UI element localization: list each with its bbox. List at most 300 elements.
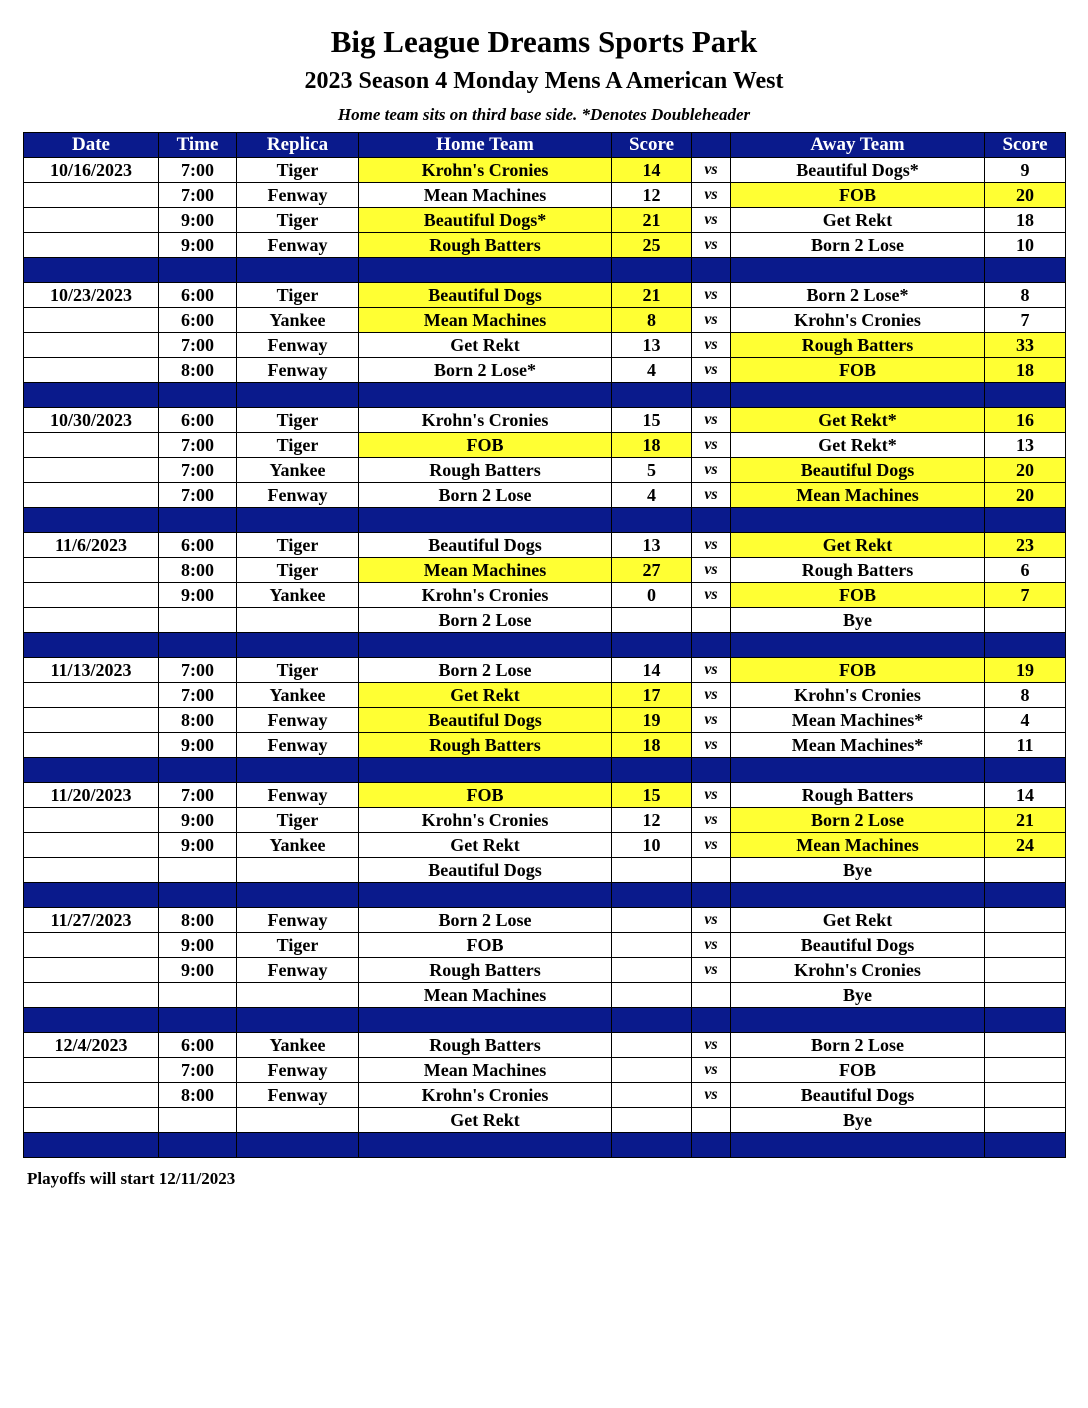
schedule-table (23, 132, 1066, 1158)
away-score-cell: 18 (985, 208, 1066, 233)
separator-cell (159, 258, 237, 283)
separator-cell (692, 758, 731, 783)
away-score-cell: 10 (985, 233, 1066, 258)
away-team-cell: Get Rekt* (731, 408, 985, 433)
home-score-cell: 4 (612, 483, 692, 508)
vs-cell (692, 983, 731, 1008)
table-row (24, 433, 1066, 458)
away-team-cell: Bye (731, 983, 985, 1008)
home-score-cell: 15 (612, 783, 692, 808)
replica-cell: Tiger (237, 658, 359, 683)
away-team-cell: Mean Machines* (731, 733, 985, 758)
away-score-cell (985, 1108, 1066, 1133)
replica-cell: Fenway (237, 183, 359, 208)
date-cell (24, 1083, 159, 1108)
separator-cell (985, 508, 1066, 533)
home-score-cell: 14 (612, 658, 692, 683)
separator-cell (237, 1133, 359, 1158)
home-team-cell: Beautiful Dogs (359, 708, 612, 733)
table-row (24, 808, 1066, 833)
time-cell: 7:00 (159, 483, 237, 508)
away-team-cell: Bye (731, 1108, 985, 1133)
separator-cell (692, 883, 731, 908)
replica-cell (237, 1108, 359, 1133)
week-separator-row (24, 633, 1066, 658)
vs-cell: vs (692, 233, 731, 258)
away-team-cell: Born 2 Lose* (731, 283, 985, 308)
home-team-cell: Born 2 Lose* (359, 358, 612, 383)
separator-cell (612, 383, 692, 408)
home-score-cell (612, 1083, 692, 1108)
vs-cell (692, 1108, 731, 1133)
date-cell (24, 1058, 159, 1083)
separator-cell (985, 758, 1066, 783)
time-cell: 6:00 (159, 308, 237, 333)
time-cell (159, 1108, 237, 1133)
week-separator-row (24, 1008, 1066, 1033)
away-team-cell: Krohn's Cronies (731, 308, 985, 333)
home-score-cell: 12 (612, 183, 692, 208)
home-team-cell: Mean Machines (359, 1058, 612, 1083)
replica-cell: Fenway (237, 233, 359, 258)
away-team-cell: FOB (731, 183, 985, 208)
away-team-cell: Mean Machines (731, 483, 985, 508)
away-score-cell (985, 983, 1066, 1008)
date-cell (24, 458, 159, 483)
date-cell (24, 483, 159, 508)
separator-cell (985, 383, 1066, 408)
date-cell (24, 358, 159, 383)
separator-cell (159, 1133, 237, 1158)
vs-cell: vs (692, 658, 731, 683)
away-score-cell: 8 (985, 283, 1066, 308)
home-score-cell (612, 983, 692, 1008)
away-score-cell: 23 (985, 533, 1066, 558)
separator-cell (159, 383, 237, 408)
replica-cell: Fenway (237, 1083, 359, 1108)
replica-cell (237, 858, 359, 883)
date-cell (24, 808, 159, 833)
date-cell (24, 208, 159, 233)
separator-cell (612, 258, 692, 283)
replica-cell: Fenway (237, 733, 359, 758)
table-row (24, 458, 1066, 483)
away-score-cell (985, 908, 1066, 933)
table-row (24, 283, 1066, 308)
vs-cell: vs (692, 933, 731, 958)
replica-cell: Fenway (237, 908, 359, 933)
separator-cell (612, 633, 692, 658)
separator-cell (359, 383, 612, 408)
home-team-cell: Krohn's Cronies (359, 808, 612, 833)
separator-cell (237, 1008, 359, 1033)
away-score-cell (985, 1058, 1066, 1083)
replica-cell: Fenway (237, 958, 359, 983)
date-cell (24, 708, 159, 733)
vs-cell: vs (692, 558, 731, 583)
table-row (24, 658, 1066, 683)
separator-cell (237, 758, 359, 783)
date-cell (24, 983, 159, 1008)
replica-cell: Fenway (237, 483, 359, 508)
replica-cell: Fenway (237, 358, 359, 383)
home-team-cell: Mean Machines (359, 983, 612, 1008)
separator-cell (359, 758, 612, 783)
separator-cell (731, 1133, 985, 1158)
table-row (24, 1033, 1066, 1058)
home-score-cell: 13 (612, 333, 692, 358)
separator-cell (612, 883, 692, 908)
separator-cell (237, 633, 359, 658)
header-replica: Replica (237, 133, 359, 158)
home-score-cell (612, 1108, 692, 1133)
home-team-cell: Beautiful Dogs* (359, 208, 612, 233)
replica-cell: Fenway (237, 1058, 359, 1083)
header-time: Time (159, 133, 237, 158)
away-team-cell: Born 2 Lose (731, 808, 985, 833)
time-cell: 9:00 (159, 583, 237, 608)
home-team-cell: Rough Batters (359, 233, 612, 258)
table-row (24, 1083, 1066, 1108)
home-score-cell: 18 (612, 733, 692, 758)
table-row (24, 358, 1066, 383)
home-team-cell: Krohn's Cronies (359, 1083, 612, 1108)
home-score-cell: 5 (612, 458, 692, 483)
date-cell (24, 958, 159, 983)
replica-cell: Yankee (237, 583, 359, 608)
away-team-cell: FOB (731, 1058, 985, 1083)
home-score-cell: 4 (612, 358, 692, 383)
table-row (24, 483, 1066, 508)
vs-cell: vs (692, 483, 731, 508)
separator-cell (24, 883, 159, 908)
away-team-cell: Bye (731, 608, 985, 633)
separator-cell (24, 1133, 159, 1158)
separator-cell (612, 1133, 692, 1158)
home-team-cell: Krohn's Cronies (359, 408, 612, 433)
separator-cell (692, 508, 731, 533)
table-row (24, 1058, 1066, 1083)
date-cell (24, 608, 159, 633)
replica-cell: Tiger (237, 208, 359, 233)
home-score-cell (612, 1058, 692, 1083)
home-team-cell: Born 2 Lose (359, 908, 612, 933)
home-team-cell: FOB (359, 433, 612, 458)
table-row (24, 708, 1066, 733)
time-cell: 8:00 (159, 908, 237, 933)
separator-cell (731, 633, 985, 658)
separator-cell (24, 1008, 159, 1033)
week-separator-row (24, 383, 1066, 408)
replica-cell: Tiger (237, 283, 359, 308)
date-cell: 10/23/2023 (24, 283, 159, 308)
date-cell (24, 233, 159, 258)
vs-cell (692, 858, 731, 883)
separator-cell (359, 883, 612, 908)
home-team-cell: Rough Batters (359, 458, 612, 483)
home-team-cell: Krohn's Cronies (359, 158, 612, 183)
separator-cell (731, 508, 985, 533)
away-score-cell: 13 (985, 433, 1066, 458)
away-team-cell: Krohn's Cronies (731, 683, 985, 708)
separator-cell (359, 508, 612, 533)
week-separator-row (24, 1133, 1066, 1158)
replica-cell: Yankee (237, 833, 359, 858)
replica-cell (237, 983, 359, 1008)
replica-cell: Tiger (237, 533, 359, 558)
replica-cell: Tiger (237, 158, 359, 183)
away-team-cell: Bye (731, 858, 985, 883)
separator-cell (731, 1008, 985, 1033)
home-team-cell: Born 2 Lose (359, 608, 612, 633)
separator-cell (159, 1008, 237, 1033)
date-cell (24, 1108, 159, 1133)
vs-cell: vs (692, 283, 731, 308)
table-row (24, 533, 1066, 558)
home-team-cell: Beautiful Dogs (359, 858, 612, 883)
away-score-cell: 20 (985, 458, 1066, 483)
away-score-cell: 9 (985, 158, 1066, 183)
separator-cell (612, 758, 692, 783)
time-cell: 7:00 (159, 683, 237, 708)
replica-cell: Yankee (237, 1033, 359, 1058)
time-cell (159, 608, 237, 633)
vs-cell: vs (692, 833, 731, 858)
date-cell (24, 558, 159, 583)
home-score-cell: 10 (612, 833, 692, 858)
separator-cell (24, 258, 159, 283)
away-score-cell: 20 (985, 483, 1066, 508)
header-away-score: Score (985, 133, 1066, 158)
separator-cell (985, 633, 1066, 658)
week-separator-row (24, 758, 1066, 783)
away-team-cell: Get Rekt (731, 533, 985, 558)
separator-cell (359, 633, 612, 658)
away-team-cell: Beautiful Dogs* (731, 158, 985, 183)
table-row (24, 1108, 1066, 1133)
date-cell (24, 858, 159, 883)
home-team-cell: Get Rekt (359, 333, 612, 358)
table-row (24, 908, 1066, 933)
time-cell: 6:00 (159, 1033, 237, 1058)
replica-cell: Fenway (237, 708, 359, 733)
away-team-cell: Beautiful Dogs (731, 1083, 985, 1108)
table-row (24, 158, 1066, 183)
page-subtitle: 2023 Season 4 Monday Mens A American West (304, 68, 784, 94)
home-team-cell: Rough Batters (359, 1033, 612, 1058)
separator-cell (24, 758, 159, 783)
separator-cell (159, 883, 237, 908)
table-row (24, 983, 1066, 1008)
away-score-cell: 6 (985, 558, 1066, 583)
date-cell (24, 308, 159, 333)
time-cell: 8:00 (159, 358, 237, 383)
time-cell: 8:00 (159, 558, 237, 583)
home-score-cell (612, 908, 692, 933)
page-title: Big League Dreams Sports Park (330, 24, 758, 59)
time-cell: 7:00 (159, 158, 237, 183)
home-team-cell: FOB (359, 783, 612, 808)
time-cell: 7:00 (159, 433, 237, 458)
away-team-cell: Born 2 Lose (731, 233, 985, 258)
table-row (24, 308, 1066, 333)
home-score-cell: 21 (612, 208, 692, 233)
away-score-cell: 4 (985, 708, 1066, 733)
table-row (24, 933, 1066, 958)
replica-cell: Fenway (237, 783, 359, 808)
home-score-cell (612, 858, 692, 883)
home-score-cell: 13 (612, 533, 692, 558)
vs-cell: vs (692, 958, 731, 983)
home-team-cell: Beautiful Dogs (359, 283, 612, 308)
table-row (24, 958, 1066, 983)
away-score-cell: 11 (985, 733, 1066, 758)
time-cell: 7:00 (159, 458, 237, 483)
home-score-cell: 17 (612, 683, 692, 708)
time-cell: 7:00 (159, 658, 237, 683)
away-team-cell: Mean Machines* (731, 708, 985, 733)
away-team-cell: Beautiful Dogs (731, 933, 985, 958)
vs-cell: vs (692, 683, 731, 708)
date-cell (24, 933, 159, 958)
separator-cell (985, 1133, 1066, 1158)
date-cell: 12/4/2023 (24, 1033, 159, 1058)
date-cell (24, 183, 159, 208)
home-team-cell: FOB (359, 933, 612, 958)
home-score-cell: 12 (612, 808, 692, 833)
vs-cell: vs (692, 208, 731, 233)
vs-cell: vs (692, 408, 731, 433)
home-score-cell: 15 (612, 408, 692, 433)
time-cell: 7:00 (159, 1058, 237, 1083)
header-vs (692, 133, 731, 158)
time-cell: 9:00 (159, 833, 237, 858)
separator-cell (985, 258, 1066, 283)
away-team-cell: FOB (731, 658, 985, 683)
away-score-cell: 7 (985, 308, 1066, 333)
time-cell: 7:00 (159, 333, 237, 358)
table-row (24, 783, 1066, 808)
separator-cell (692, 1133, 731, 1158)
away-score-cell: 7 (985, 583, 1066, 608)
vs-cell: vs (692, 908, 731, 933)
home-score-cell: 27 (612, 558, 692, 583)
away-team-cell: FOB (731, 583, 985, 608)
vs-cell (692, 608, 731, 633)
date-cell: 11/13/2023 (24, 658, 159, 683)
schedule-note: Home team sits on third base side. *Denotes Doubleheader (337, 105, 751, 124)
home-score-cell: 21 (612, 283, 692, 308)
table-row (24, 558, 1066, 583)
away-team-cell: Get Rekt* (731, 433, 985, 458)
separator-cell (692, 258, 731, 283)
table-row (24, 208, 1066, 233)
home-team-cell: Rough Batters (359, 733, 612, 758)
vs-cell: vs (692, 808, 731, 833)
away-score-cell (985, 958, 1066, 983)
separator-cell (612, 508, 692, 533)
separator-cell (612, 1008, 692, 1033)
separator-cell (359, 1008, 612, 1033)
separator-cell (692, 633, 731, 658)
separator-cell (985, 1008, 1066, 1033)
vs-cell: vs (692, 533, 731, 558)
time-cell: 6:00 (159, 283, 237, 308)
vs-cell: vs (692, 1058, 731, 1083)
date-cell: 11/20/2023 (24, 783, 159, 808)
week-separator-row (24, 508, 1066, 533)
time-cell (159, 858, 237, 883)
date-cell (24, 583, 159, 608)
replica-cell: Tiger (237, 808, 359, 833)
home-team-cell: Born 2 Lose (359, 483, 612, 508)
schedule-body (24, 158, 1066, 1158)
separator-cell (731, 883, 985, 908)
replica-cell: Yankee (237, 683, 359, 708)
table-row (24, 408, 1066, 433)
separator-cell (359, 258, 612, 283)
home-team-cell: Born 2 Lose (359, 658, 612, 683)
away-team-cell: Get Rekt (731, 208, 985, 233)
away-score-cell: 14 (985, 783, 1066, 808)
vs-cell: vs (692, 308, 731, 333)
vs-cell: vs (692, 183, 731, 208)
time-cell: 9:00 (159, 808, 237, 833)
away-score-cell: 33 (985, 333, 1066, 358)
replica-cell: Tiger (237, 408, 359, 433)
table-row (24, 333, 1066, 358)
home-score-cell (612, 608, 692, 633)
table-row (24, 183, 1066, 208)
separator-cell (159, 633, 237, 658)
time-cell (159, 983, 237, 1008)
home-score-cell: 19 (612, 708, 692, 733)
date-cell: 10/30/2023 (24, 408, 159, 433)
away-score-cell: 20 (985, 183, 1066, 208)
table-row (24, 233, 1066, 258)
away-score-cell (985, 1083, 1066, 1108)
playoffs-note: Playoffs will start 12/11/2023 (27, 1169, 236, 1188)
date-cell: 11/6/2023 (24, 533, 159, 558)
away-team-cell: Get Rekt (731, 908, 985, 933)
table-row (24, 683, 1066, 708)
separator-cell (237, 258, 359, 283)
separator-cell (159, 508, 237, 533)
separator-cell (237, 883, 359, 908)
header-row (24, 133, 1066, 158)
home-team-cell: Get Rekt (359, 833, 612, 858)
home-score-cell: 25 (612, 233, 692, 258)
away-team-cell: Rough Batters (731, 333, 985, 358)
time-cell: 9:00 (159, 958, 237, 983)
time-cell: 9:00 (159, 233, 237, 258)
vs-cell: vs (692, 783, 731, 808)
separator-cell (237, 508, 359, 533)
date-cell (24, 683, 159, 708)
home-score-cell: 18 (612, 433, 692, 458)
separator-cell (731, 258, 985, 283)
away-team-cell: Born 2 Lose (731, 1033, 985, 1058)
separator-cell (692, 1008, 731, 1033)
table-row (24, 608, 1066, 633)
date-cell (24, 333, 159, 358)
away-team-cell: Krohn's Cronies (731, 958, 985, 983)
table-row (24, 583, 1066, 608)
away-score-cell: 21 (985, 808, 1066, 833)
away-score-cell (985, 858, 1066, 883)
vs-cell: vs (692, 583, 731, 608)
replica-cell: Yankee (237, 308, 359, 333)
